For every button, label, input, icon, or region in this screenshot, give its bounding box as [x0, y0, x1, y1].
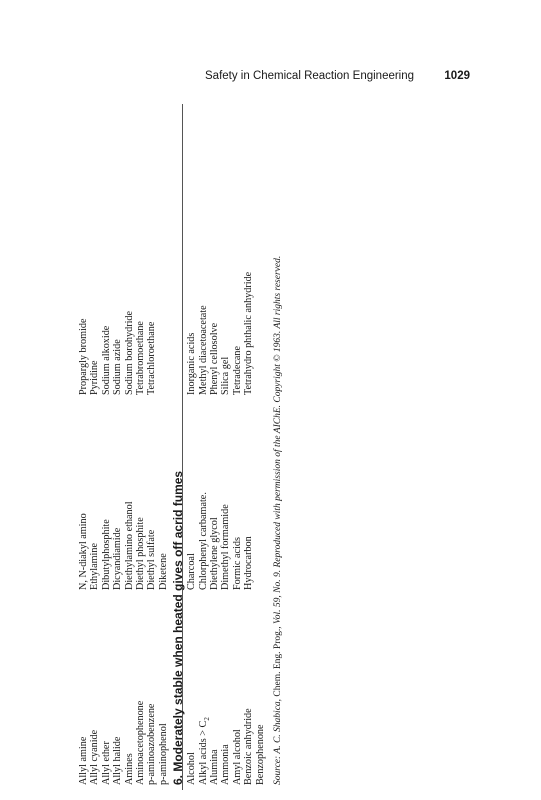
list-item: Amines [123, 753, 135, 785]
group-5-column-1 [78, 590, 169, 785]
list-item: Diethyl sulfate [146, 529, 158, 590]
list-item: p-aminoazobenzene [146, 703, 158, 785]
list-item [198, 590, 209, 785]
list-item: Dibutylphosphite [100, 519, 112, 590]
rotated-table-region [78, 125, 328, 785]
section-6-list [186, 125, 266, 785]
list-item: Tetradecane [231, 345, 243, 395]
running-title: Safety in Chemical Reaction Engineering [205, 70, 415, 82]
list-item: Allyl cyanide [89, 729, 101, 785]
group-5-column-3 [78, 125, 169, 395]
list-item-text: Alkyl acids > C [197, 720, 209, 785]
list-item: Diethyl phosphite [135, 517, 147, 590]
group-5-list [78, 125, 169, 785]
list-item: Allyl amine [78, 736, 89, 785]
list-item: Ethylamine [89, 543, 101, 590]
list-item: Silica gel [220, 356, 232, 395]
list-item: Diethylamino ethanol [123, 501, 135, 590]
source-author: A. C. Shabica, [273, 698, 284, 754]
section-6-column-1 [186, 590, 266, 785]
list-item: Dimethyl formamide [220, 504, 232, 590]
list-item: Benzophenone [254, 724, 266, 785]
section-6-column-3 [186, 125, 266, 395]
list-item: Tetrachloroethane [146, 321, 158, 395]
list-item: Benzoic anhydride [243, 708, 255, 785]
list-item: Inorganic acids [186, 332, 198, 395]
chemical-table [78, 125, 328, 785]
list-item: Dicyandiamide [112, 527, 124, 590]
list-item: Amyl alcohol [231, 729, 243, 785]
list-item: Phenyl cellosolve [209, 322, 221, 395]
list-item: Allyl halide [112, 736, 124, 785]
list-item: p-aminophenol [157, 723, 169, 785]
list-item: Tetrahydro phthalic anhydride [243, 271, 255, 395]
list-item: Ammonia [220, 744, 232, 785]
source-journal: Chem. Eng. Prog. [273, 628, 284, 697]
list-item: Alcohol [186, 752, 198, 785]
list-item: Formic acids [231, 537, 243, 590]
list-item: Charcoal [186, 553, 198, 590]
source-label: Source: [273, 755, 284, 785]
source-citation: , Vol. 59, No. 9. Reproduced with permission of the AIChE. Copyright © 1963. All rights reserved. [273, 255, 284, 629]
list-item: Allyl ether [100, 741, 112, 785]
running-header [205, 70, 470, 82]
list-item: Sodium borohydride [123, 310, 135, 395]
list-item: Sodium alkoxide [100, 325, 112, 395]
list-item: Alumina [209, 749, 221, 785]
section-6-column-2 [186, 395, 266, 590]
list-item: Aminoacetophenone [135, 700, 147, 785]
subscript: 2 [202, 717, 211, 721]
list-item: Hydrocarbon [243, 536, 255, 590]
list-item: Chlorphenyl carbamate. [197, 492, 209, 590]
section-6-heading: 6. Moderately stable when heated gives off acrid fumes [171, 470, 186, 785]
source-note [273, 125, 284, 785]
list-item: Methyl diacetoacetate [197, 305, 209, 395]
list-item: Pyridine [89, 360, 101, 395]
list-item: N, N-diakyl amino [78, 513, 89, 590]
group-5-column-2 [78, 395, 169, 590]
list-item: Tetrabromoethane [135, 321, 147, 395]
page-number: 1029 [444, 70, 470, 82]
list-item: Sodium azide [112, 339, 124, 395]
list-item: Diethylene glycol [209, 517, 221, 590]
list-item: Propargly bromide [78, 318, 89, 395]
list-item: Diketene [157, 553, 169, 590]
